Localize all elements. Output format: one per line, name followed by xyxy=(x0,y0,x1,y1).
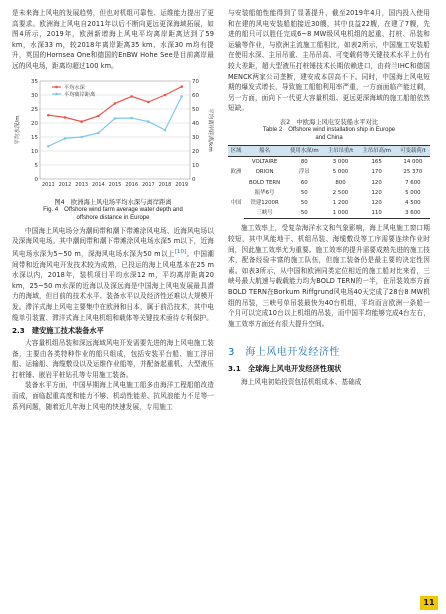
table-cell: 5 000 xyxy=(332,169,349,176)
y-axis-title-right: 平均离岸距离/km xyxy=(207,107,213,152)
table-row xyxy=(228,188,430,198)
left-paragraph-2-tail: 。中国潮间带和近海风电开发技术较为成熟，已投运的海上风电基本在25 m水深以内，2018年，装机项目平均水深12 m，平均离岸距离20 km，25~50 m水深的近海以及深远海是中国海上风电发展最具潜力的海域，但目前的技术水平、装备水平以及经济性还难以大规模开发。滞洋式海上风电主要集中在欧洲和日本，属于前沿技术，其中电缆单引装置、滞洋式海上风电机组和载体等关键技术亟待专利保护。 xyxy=(12,249,214,322)
x-tick-label: 2015 xyxy=(108,181,122,188)
x-tick-label: 2017 xyxy=(141,181,155,188)
data-point-1 xyxy=(80,135,83,138)
table-cell: 50 xyxy=(285,208,323,219)
page-number-badge: 11 xyxy=(420,596,438,610)
y-tick-label-right: 70 xyxy=(192,78,199,85)
section-heading-3: 3 海上风电开发经济性 xyxy=(228,347,340,359)
data-point-0 xyxy=(80,120,83,123)
table-header: 使用水深/m xyxy=(285,145,323,156)
table-cell: 80 xyxy=(300,159,308,166)
table-row xyxy=(228,157,430,168)
x-tick-label: 2011 xyxy=(41,181,55,188)
table-row xyxy=(228,198,430,208)
section-heading-2-3: 2.3 建安施工技术装备水平 xyxy=(12,326,104,336)
data-point-1 xyxy=(164,128,167,131)
data-point-1 xyxy=(64,137,67,140)
data-point-0 xyxy=(114,102,117,105)
y-tick-label-left: 15 xyxy=(31,134,38,141)
table-row xyxy=(228,208,430,219)
data-point-0 xyxy=(180,85,183,88)
table-header-row xyxy=(228,145,430,156)
table-cell: 振华6号 xyxy=(254,189,275,196)
table-cell: 120 xyxy=(371,199,382,206)
table-cell-region: 欧洲 xyxy=(230,169,242,176)
y-tick-label-left: 20 xyxy=(31,120,38,127)
table-caption-en-line1: Table 2 Offshore wind installation ship in Europe xyxy=(262,126,396,133)
data-point-0 xyxy=(164,93,167,96)
citation-ref[interactable]: [10] xyxy=(174,248,187,255)
table-cell: 165 xyxy=(371,159,382,166)
table-cell-region: 中国 xyxy=(230,200,242,207)
table-cell: 4 500 xyxy=(405,199,421,206)
right-paragraph-2: 施工效率上，受复杂海洋水文和气象影响，海上风电施工窗口期较短，其中风能地干、机组吊装、海缆敷设等工序需要连续作业时间，因此施工效率尤为重要。施工效率的提升需要成熟先进的施工技术，配备经验丰富的施工队伍，但施工装备仍是最主要的决定性因素。如表3所示，从中国和欧洲同类定位相近的施工船对比来看，三峡号最大航速与载载能力均为BOLD TERN的一半，在吊装效率方面BOLD TERN在Borkum Riffgrund风电场40天完成了28台8 MW机组的吊装，三峡号单吊装最快为40台机组，平均而言欧洲一条船一个月可以完成10台以上机组的吊装，而中国平均能够完成4台左右，施工效率方面还有很大提升空间。 xyxy=(228,224,430,328)
section-heading-3-1: 3.1 全球海上风电开发经济性现状 xyxy=(228,364,342,374)
data-point-1 xyxy=(180,95,183,98)
table-cell: 25 370 xyxy=(403,169,423,176)
y-tick-label-right: 50 xyxy=(192,106,199,113)
table-row xyxy=(228,178,430,188)
table-header: 区域 xyxy=(228,145,244,156)
table-cell: 120 xyxy=(371,179,382,186)
table-cell: 3 000 xyxy=(332,159,349,166)
table-cell: 7 600 xyxy=(405,179,421,186)
table-cell: 浮吊 xyxy=(298,169,310,176)
table-cell: 1 000 xyxy=(323,208,357,219)
data-point-0 xyxy=(64,116,67,119)
data-point-1 xyxy=(114,117,117,120)
right-paragraph-3: 海上风电初始投资包括机组成本、基础成 xyxy=(241,378,362,387)
table-header: 主吊吊高/m xyxy=(358,145,396,156)
y-tick-label-left: 10 xyxy=(31,148,38,155)
y-tick-label-right: 60 xyxy=(192,92,199,99)
table-cell: 3 600 xyxy=(396,208,430,219)
right-paragraph-1: 与安装船舶性能得到了显著提升，截至2019年4月，国内投入使用和在建的风电安装船舶接近30艘，其中良益22艘，在建了7艘，先进的船只可以胜任完成6~8 MW级风电机组的起重、打桩、吊装和运输等作业，与欧洲主流施工船相比，如表2所示，中国施工安装船在使用水深、主吊吊重、主吊吊高、可变载荷等关键技术水平上仍有较大差距，超大型液压打桩锤技术长期依赖进口，由荷兰IHC和德国MENCK两家公司垄断，建安成本居高不下。同时，中国海上风电短期的爆发式增长，导致施工船舶利用率严重，一方面面临产能过剩，另一方面，面向下一代更大容量机组、更远更深海域的施工船舶依然短缺。 xyxy=(228,9,430,113)
table-cell: 铁建1200R xyxy=(250,199,279,206)
data-point-0 xyxy=(147,100,150,103)
table-cell: ORION xyxy=(255,169,274,176)
table-cell: 800 xyxy=(335,179,346,186)
legend-label: 平均离岸距离 xyxy=(64,91,96,98)
legend-label: 平均水深 xyxy=(64,84,85,91)
x-tick-label: 2013 xyxy=(75,181,89,188)
figure-caption-cn: 图4 欧洲海上风电场平均水深与离岸距离 xyxy=(54,198,172,206)
left-column xyxy=(12,8,214,412)
left-paragraph-2-text: 中国海上风电场分为潮间带和潮下带滩涂风电场、近海风电场以及深海风电场。其中潮间带和潮下带滩涂风电场水深5 m以下，近海风电场水深为5~50 m，深海风电场水深为50 m以上 xyxy=(12,226,214,258)
y-axis-title-left: 平均水深/m xyxy=(15,114,21,145)
chart-container xyxy=(12,75,214,195)
x-tick-label: 2016 xyxy=(125,181,139,188)
y-tick-label-left: 35 xyxy=(31,78,38,85)
table-cell: 50 xyxy=(300,189,308,196)
x-tick-label: 2019 xyxy=(175,181,189,188)
x-tick-label: 2014 xyxy=(91,181,105,188)
legend-marker xyxy=(55,85,58,88)
table-cell: 110 xyxy=(358,208,396,219)
right-column xyxy=(228,8,430,388)
table-row xyxy=(228,167,430,177)
table-caption-cn: 表2 中欧海上风电安装船水平对比 xyxy=(279,118,379,126)
y-tick-label-left: 5 xyxy=(34,162,38,169)
table-header: 主吊吊重/t xyxy=(323,145,357,156)
x-tick-label: 2012 xyxy=(58,181,72,188)
data-point-0 xyxy=(97,114,100,117)
table-cell: VOLTAIRE xyxy=(251,159,278,166)
y-tick-label-left: 30 xyxy=(31,92,38,99)
y-tick-label-right: 30 xyxy=(192,134,199,141)
data-point-1 xyxy=(130,116,133,119)
table-cell: 1 200 xyxy=(332,199,349,206)
data-point-1 xyxy=(97,131,100,134)
x-tick-label: 2018 xyxy=(158,181,172,188)
data-point-1 xyxy=(147,120,150,123)
legend-marker xyxy=(55,92,58,95)
table-cell: 三峡号 xyxy=(244,208,285,219)
figure-caption-en-line1: Fig. 4 Offshore wind farm average water depth and xyxy=(43,206,183,213)
table-cell: 2 500 xyxy=(332,189,349,196)
data-point-0 xyxy=(130,95,133,98)
table-cell: 120 xyxy=(371,189,382,196)
figure-caption-en-line2: offshore distance in Europe xyxy=(76,214,150,221)
table-cell: 5 000 xyxy=(405,189,421,196)
table-header: 船名 xyxy=(244,145,285,156)
y-tick-label-right: 0 xyxy=(192,176,196,183)
table-cell: 60 xyxy=(300,179,308,186)
y-tick-label-left: 0 xyxy=(34,176,38,183)
water-depth-distance-chart xyxy=(12,75,214,195)
y-tick-label-left: 25 xyxy=(31,106,38,113)
table-cell: 14 000 xyxy=(403,159,423,166)
table-cell: 50 xyxy=(300,199,308,206)
table-caption-en-line2: and China xyxy=(315,134,343,141)
y-tick-label-right: 10 xyxy=(192,162,199,169)
left-paragraph-1: 是未来海上风电的发展趋势，但也对机组可靠性、运维能力提出了更高要求。欧洲海上风电自2011年以后不断向更远更深海域拓展，如图4所示，2019年，欧洲新增海上风电平均离岸距离达到了59 km，水深33 m，较2018年离岸距离35 km、水深30 m均有提升，英国的Hornsea One和德国的EnBW Hohe See是目前离岸最远的风电场，距离均超过100 km。 xyxy=(12,9,214,70)
table-cell: 170 xyxy=(371,169,382,176)
left-paragraph-2 xyxy=(12,226,214,324)
left-paragraph-4: 装备水平方面，中国早期海上风电施工船多由海洋工程船舶改造而成，面临起重高度和能力不够、机动性能差、抗风浪能力不足等一系列问题，随着近几年海上风电的快速发展，专用施工 xyxy=(12,381,214,411)
left-paragraph-3: 大容量机组吊装和深远海域风电开发需要先进的海上风电施工装备，主要由各类特种作业的船只组成，包括安装平台船、施工浮吊船、运输船、海缆敷设以及运维作业船等，并配备起重机、大型液压打桩锤、嵌岩平桩钻孔等专用施工装备。 xyxy=(12,339,214,379)
table-header: 可变载荷/t xyxy=(396,145,430,156)
data-point-0 xyxy=(47,113,50,116)
plot-area xyxy=(40,81,190,179)
y-tick-label-right: 40 xyxy=(192,120,199,127)
y-tick-label-right: 20 xyxy=(192,148,199,155)
data-point-1 xyxy=(47,145,50,148)
table-cell: BOLD TERN xyxy=(248,179,281,186)
ship-comparison-table xyxy=(228,145,430,219)
